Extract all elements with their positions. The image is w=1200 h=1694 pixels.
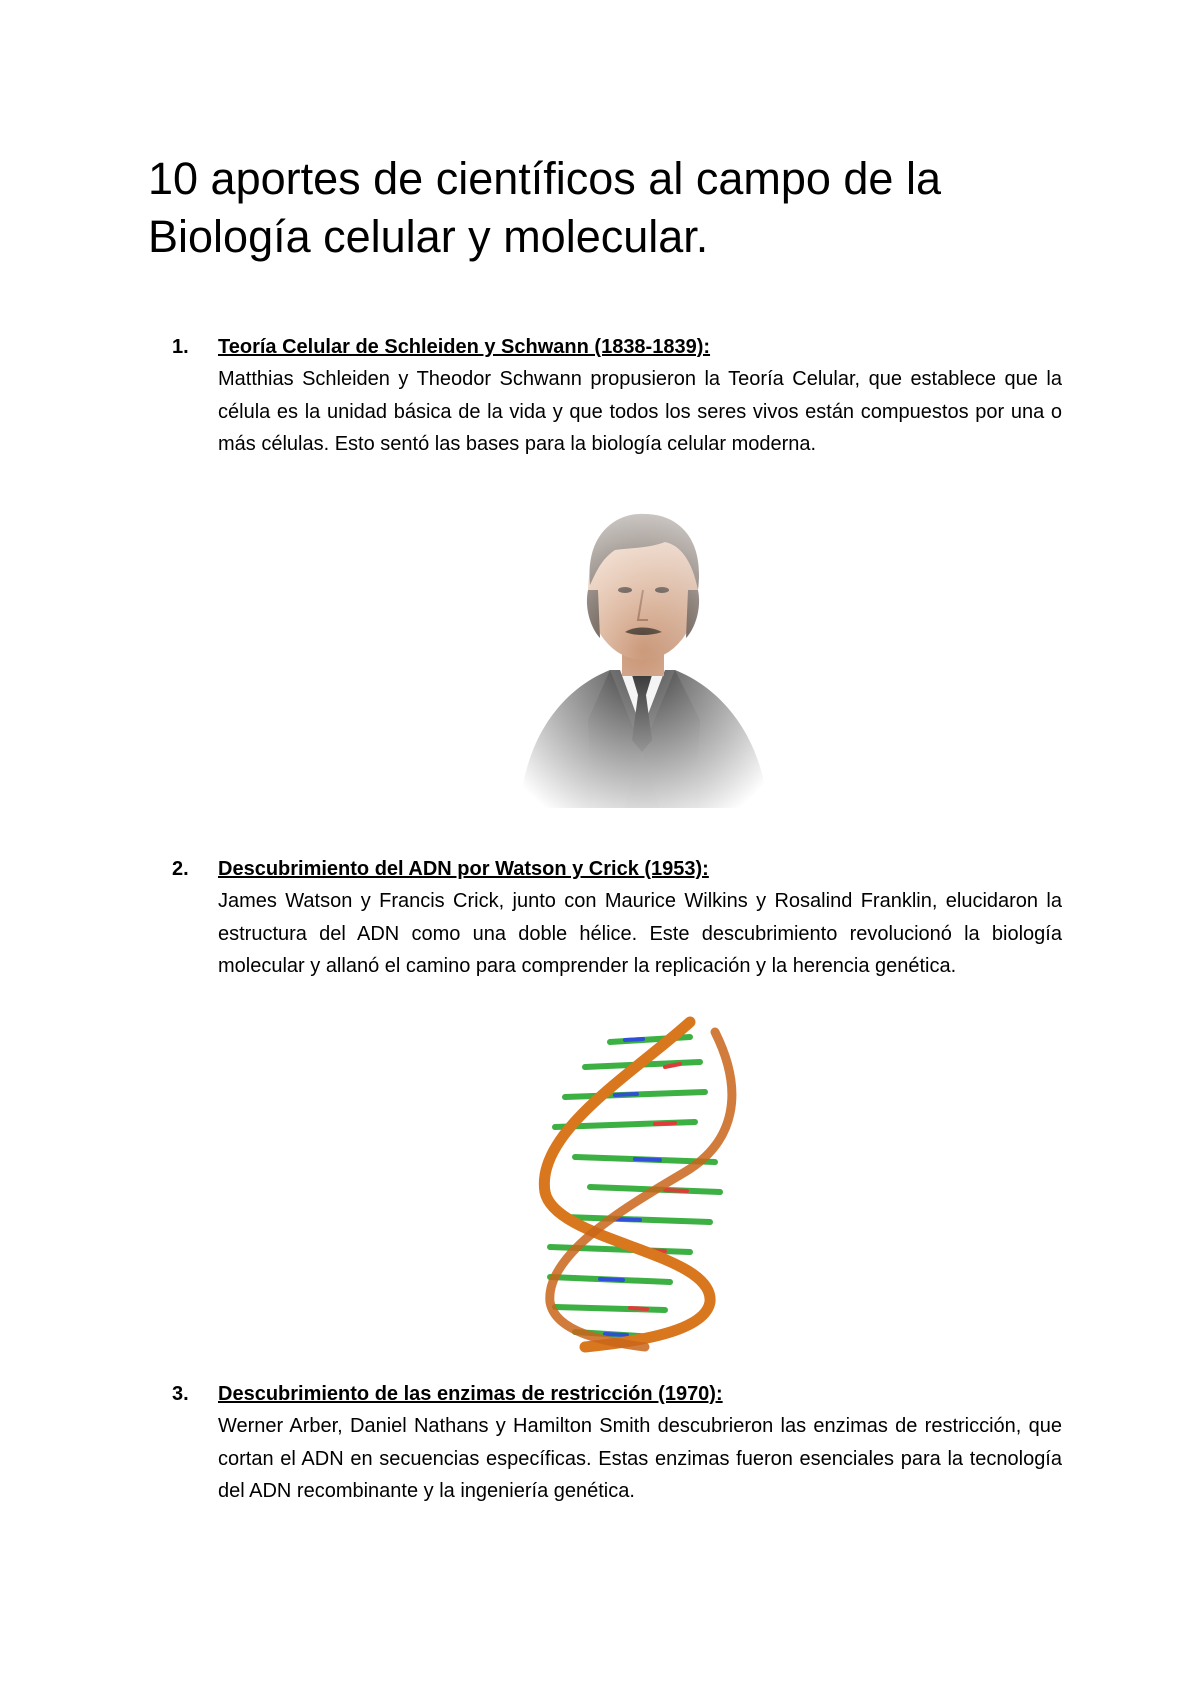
page-title: 10 aportes de científicos al campo de la Biología celular y molecular. (148, 153, 941, 262)
list-item-1 (172, 331, 1062, 461)
item-heading: Descubrimiento de las enzimas de restricción (1970): (218, 1383, 723, 1405)
item-number: 2. (172, 858, 189, 880)
list-item-2 (172, 853, 1062, 983)
item-heading: Teoría Celular de Schleiden y Schwann (1838-1839): (218, 336, 711, 358)
item-number: 3. (172, 1383, 189, 1405)
schleiden-portrait-image (500, 490, 785, 810)
item-number: 1. (172, 336, 189, 358)
dna-double-helix-image (515, 1012, 765, 1357)
item-body: Werner Arber, Daniel Nathans y Hamilton Smith descubrieron las enzimas de restricción, que cortan el ADN en secuencias específicas. Estas enzimas fueron esenciales para la tecnología del ADN recombinante y la ingeniería genética. (218, 1415, 1062, 1502)
item-body: Matthias Schleiden y Theodor Schwann propusieron la Teoría Celular, que establece que la célula es la unidad básica de la vida y que todos los seres vivos están compuestos por una o más células. Esto sentó las bases para la biología celular moderna. (218, 368, 1062, 455)
item-heading: Descubrimiento del ADN por Watson y Crick (1953): (218, 858, 709, 880)
item-body: James Watson y Francis Crick, junto con Maurice Wilkins y Rosalind Franklin, elucidaron la estructura del ADN como una doble hélice. Este descubrimiento revolucionó la biología molecular y allanó el camino para comprender la replicación y la herencia genética. (218, 890, 1062, 977)
list-item-3 (172, 1378, 1062, 1508)
